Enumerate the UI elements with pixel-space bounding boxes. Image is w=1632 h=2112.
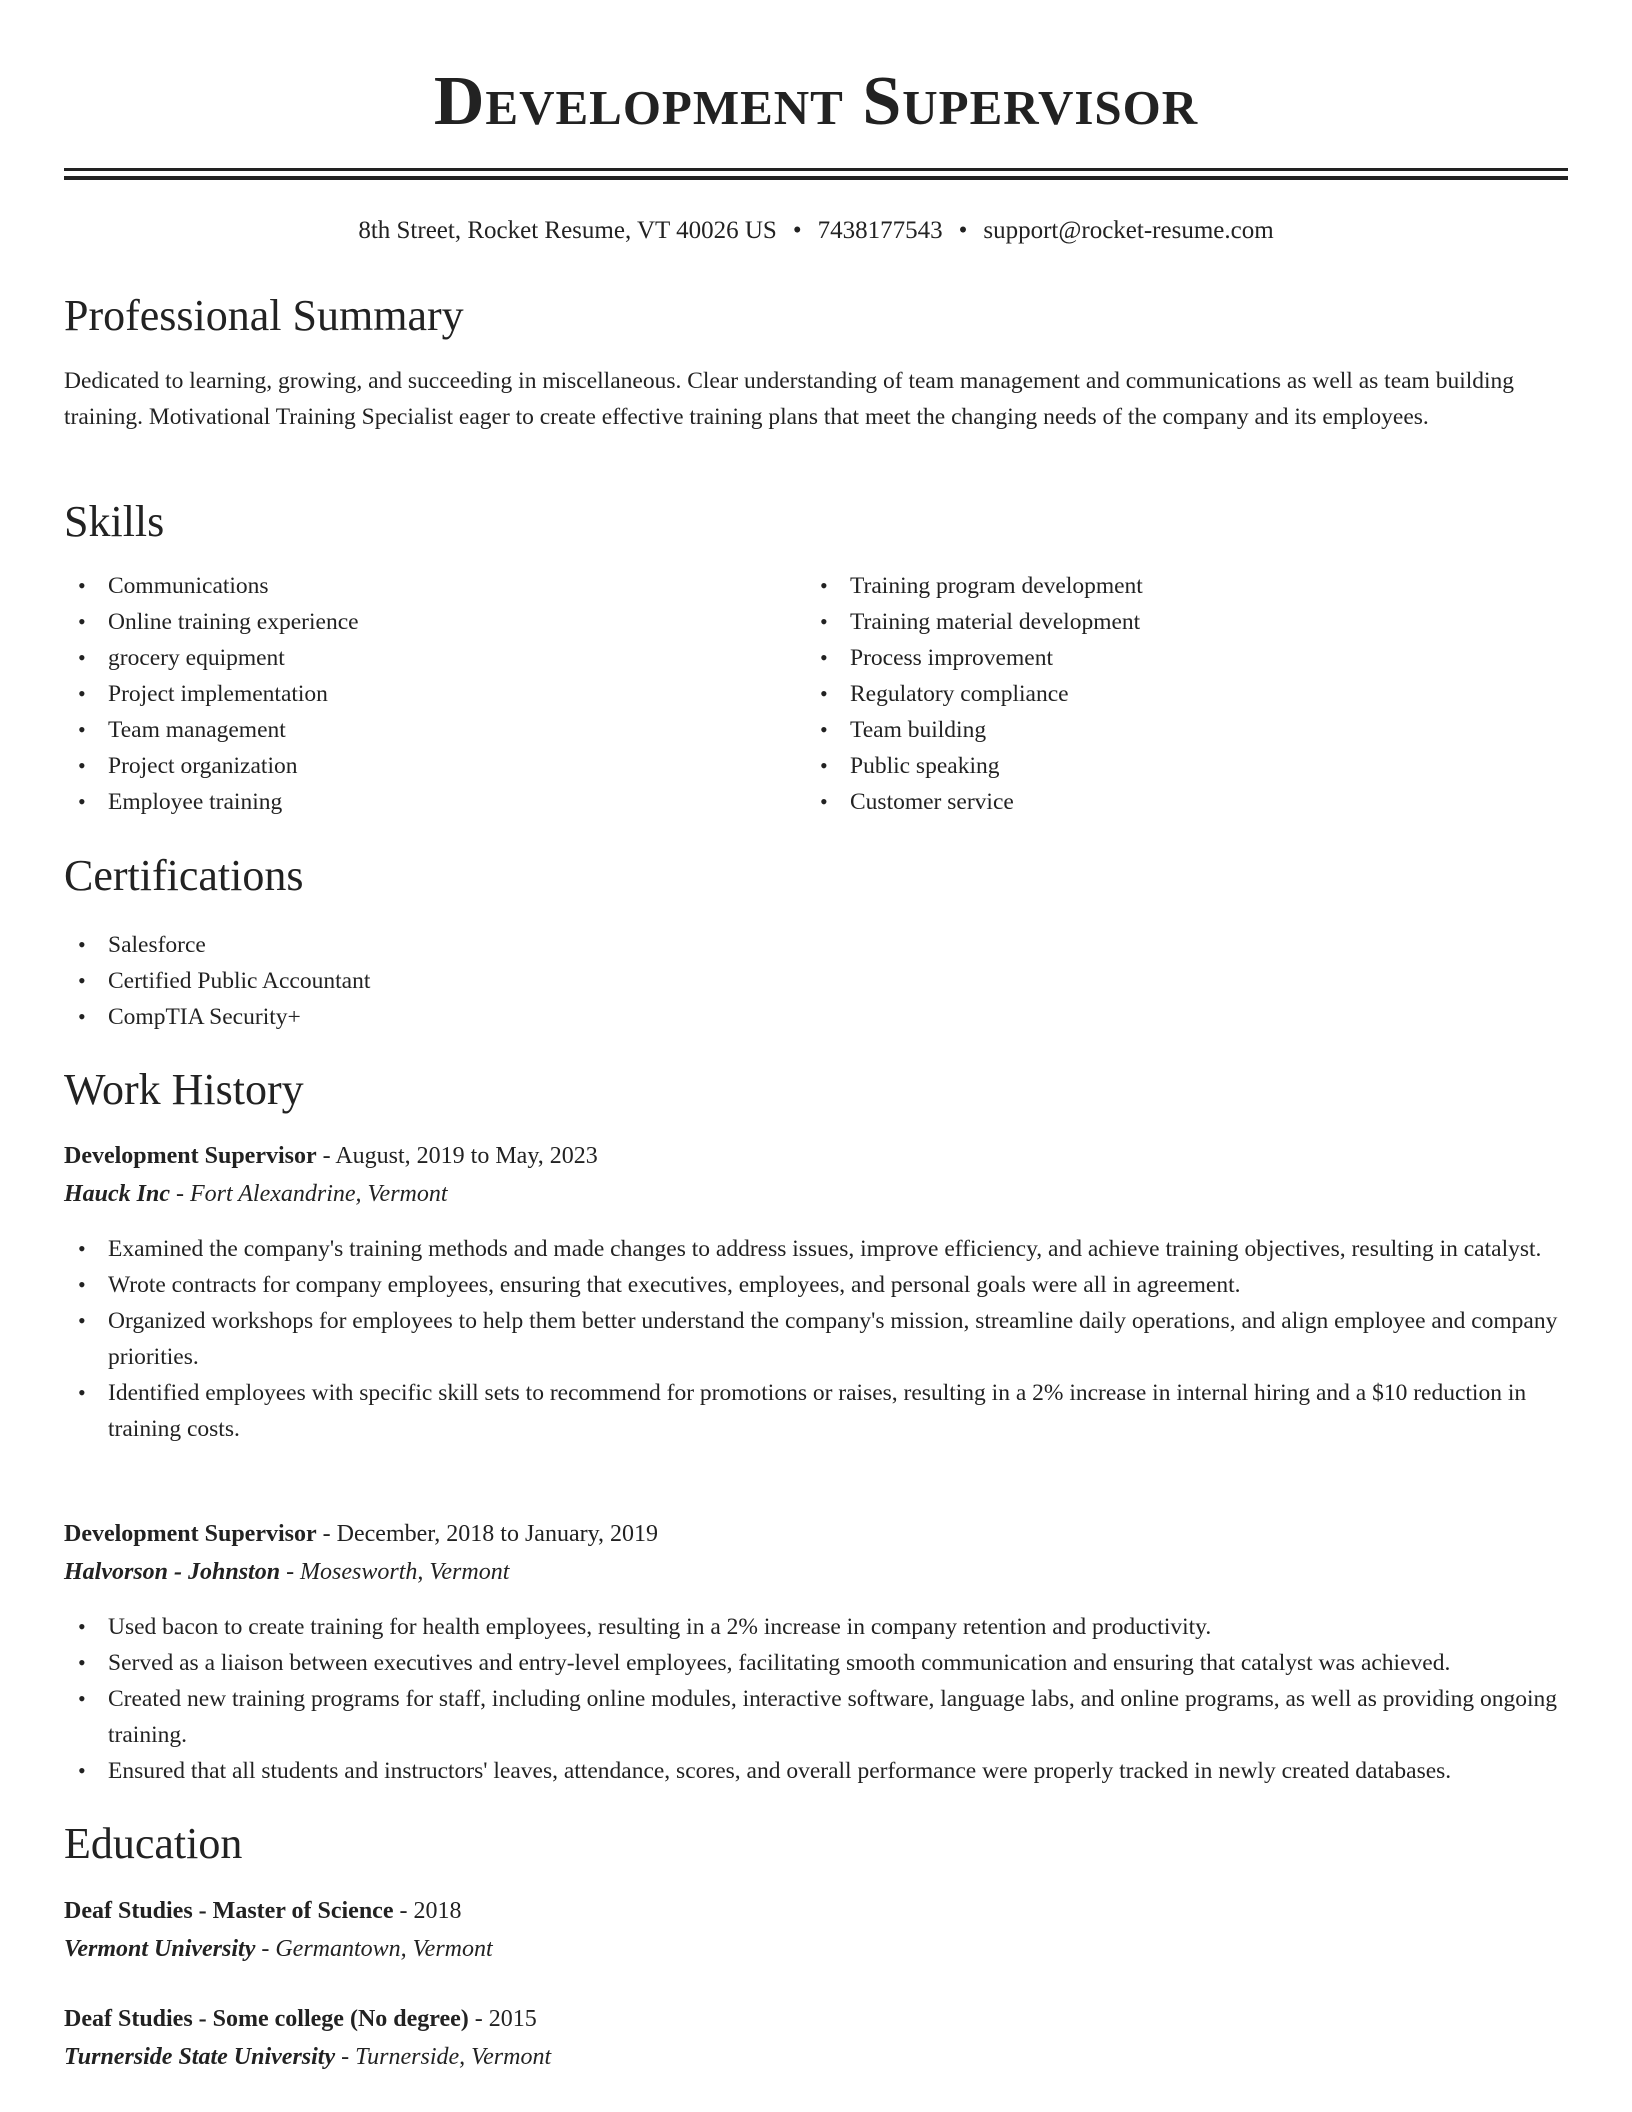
education-year: - 2018 (399, 1898, 462, 1924)
contact-email: support@rocket-resume.com (983, 217, 1274, 244)
education-degree-line (64, 2001, 537, 2037)
job-bullets (64, 1231, 1568, 1447)
certifications-list (64, 927, 1564, 1035)
education-degree-line (64, 1893, 461, 1929)
job-bullet: • Organized workshops for employees to help them better understand the company's mission, streamline daily operations, and align employee and company priorities. (64, 1303, 1568, 1375)
contact-separator: • (958, 217, 968, 244)
education-school-line (64, 2039, 551, 2075)
education-school: Turnerside State University (64, 2044, 336, 2070)
job-dates: - August, 2019 to May, 2023 (322, 1143, 598, 1169)
skill-item: • Customer service (806, 784, 1566, 820)
job-bullet: • Ensured that all students and instructors' leaves, attendance, scores, and overall performance were properly tracked in newly created databases. (64, 1753, 1568, 1789)
skill-item: • Communications (64, 568, 764, 604)
skill-item: • Training material development (806, 604, 1566, 640)
certification-item: • Certified Public Accountant (64, 963, 1564, 999)
job-location: - Fort Alexandrine, Vermont (176, 1181, 448, 1207)
skill-item: • Project organization (64, 748, 764, 784)
skills-list-right (806, 568, 1566, 820)
skill-item: • Project implementation (64, 676, 764, 712)
contact-phone: 7438177543 (817, 217, 943, 244)
certification-item: • Salesforce (64, 927, 1564, 963)
title-rule-bottom (64, 176, 1568, 180)
skill-item: • grocery equipment (64, 640, 764, 676)
job-bullets (64, 1609, 1568, 1789)
contact-line (0, 214, 1632, 248)
education-degree: Deaf Studies - Some college (No degree) (64, 2006, 469, 2032)
contact-separator: • (792, 217, 802, 244)
job-bullet: • Used bacon to create training for health employees, resulting in a 2% increase in company retention and productivity. (64, 1609, 1568, 1645)
certification-item: • CompTIA Security+ (64, 999, 1564, 1035)
job-bullet: • Served as a liaison between executives and entry-level employees, facilitating smooth communication and ensuring that catalyst was achieved. (64, 1645, 1568, 1681)
job-title: Development Supervisor (64, 1143, 317, 1169)
job-dates: - December, 2018 to January, 2019 (322, 1521, 659, 1547)
education-location: - Germantown, Vermont (261, 1936, 493, 1962)
job-company-line (64, 1176, 448, 1212)
skill-item: • Online training experience (64, 604, 764, 640)
job-bullet: • Examined the company's training methods and made changes to address issues, improve efficiency, and achieve training objectives, resulting in catalyst. (64, 1231, 1568, 1267)
education-heading: Education (64, 1819, 243, 1868)
job-title: Development Supervisor (64, 1521, 317, 1547)
job-company-line (64, 1554, 509, 1590)
skill-item: • Process improvement (806, 640, 1566, 676)
job-company: Halvorson - Johnston (64, 1559, 281, 1585)
skill-item: • Regulatory compliance (806, 676, 1566, 712)
job-company: Hauck Inc (64, 1181, 171, 1207)
skill-item: • Team management (64, 712, 764, 748)
contact-address: 8th Street, Rocket Resume, VT 40026 US (358, 217, 777, 244)
certifications-heading: Certifications (64, 851, 304, 900)
skill-item: • Employee training (64, 784, 764, 820)
education-school: Vermont University (64, 1936, 256, 1962)
skills-heading: Skills (64, 497, 165, 546)
education-year: - 2015 (474, 2006, 537, 2032)
skills-list-left (64, 568, 764, 820)
skill-item: • Team building (806, 712, 1566, 748)
education-degree: Deaf Studies - Master of Science (64, 1898, 394, 1924)
title-rule-top (64, 168, 1568, 171)
job-bullet: • Identified employees with specific skill sets to recommend for promotions or raises, resulting in a 2% increase in internal hiring and a $10 reduction in training costs. (64, 1375, 1568, 1447)
summary-heading: Professional Summary (64, 291, 464, 340)
skill-item: • Training program development (806, 568, 1566, 604)
job-bullet: • Created new training programs for staff, including online modules, interactive software, language labs, and online programs, as well as providing ongoing training. (64, 1681, 1568, 1753)
work-history-heading: Work History (64, 1065, 304, 1114)
job-title-line (64, 1516, 658, 1552)
job-title-line (64, 1138, 598, 1174)
job-location: - Mosesworth, Vermont (286, 1559, 510, 1585)
education-school-line (64, 1931, 493, 1967)
resume-title: Development Supervisor (433, 63, 1199, 140)
education-location: - Turnerside, Vermont (341, 2044, 552, 2070)
job-bullet: • Wrote contracts for company employees, ensuring that executives, employees, and personal goals were all in agreement. (64, 1267, 1568, 1303)
summary-text: Dedicated to learning, growing, and succeeding in miscellaneous. Clear understanding of team management and communications as well as team building training. Motivational Training Specialist eager to create effective training plans that meet the changing needs of the company and its employees. (64, 368, 1515, 430)
skill-item: • Public speaking (806, 748, 1566, 784)
